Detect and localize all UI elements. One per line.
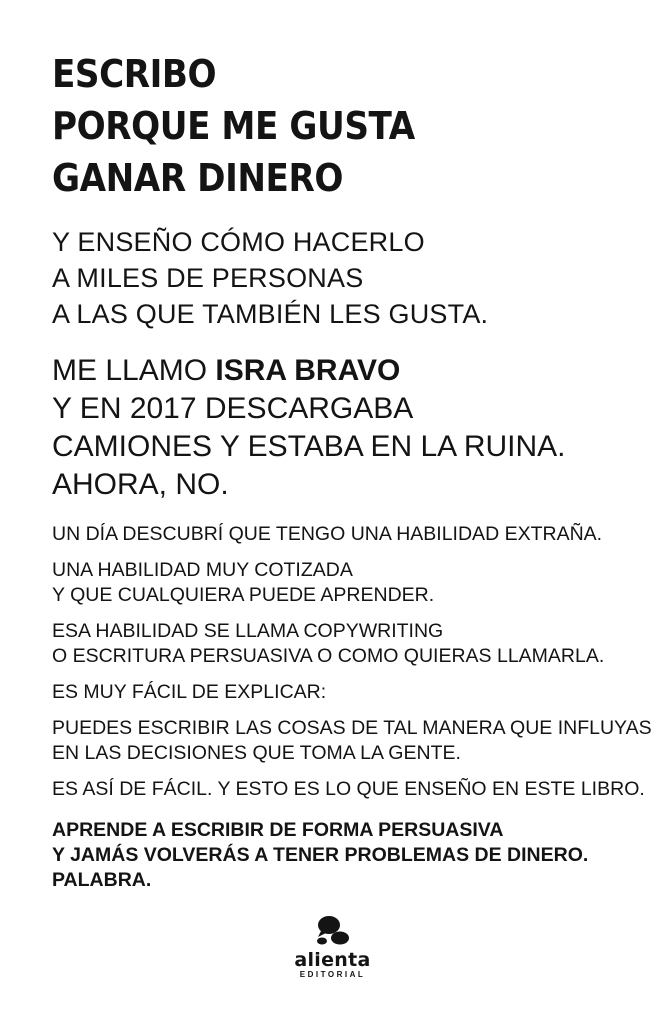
paragraph [52, 558, 635, 608]
publisher-subtitle: EDITORIAL [299, 970, 366, 979]
paragraph [52, 716, 652, 766]
intro-line: CAMIONES Y ESTABA EN LA RUINA. [52, 430, 566, 463]
publisher-logo [0, 912, 665, 980]
headline-line: GANAR DINERO [52, 156, 343, 200]
headline-line: ESCRIBO [52, 52, 217, 96]
publisher-name: alienta [294, 949, 371, 971]
paragraph-line: ES MUY FÁCIL DE EXPLICAR: [52, 681, 327, 703]
lede-line: A MILES DE PERSONAS [52, 263, 364, 293]
paragraph [52, 777, 645, 802]
intro-line [52, 352, 635, 390]
closing-line: APRENDE A ESCRIBIR DE FORMA PERSUASIVA [52, 819, 504, 841]
speech-bubbles-logo-icon [311, 912, 355, 948]
lede [52, 224, 635, 332]
headline-line: PORQUE ME GUSTA [52, 104, 415, 148]
body-copy [52, 522, 652, 802]
closing-line: Y JAMÁS VOLVERÁS A TENER PROBLEMAS DE DINERO. [52, 844, 589, 866]
paragraph [52, 619, 635, 669]
back-cover [52, 48, 652, 893]
headline [52, 48, 577, 204]
paragraph [52, 522, 635, 547]
closing-line: PALABRA. [52, 869, 152, 891]
paragraph-line: UNA HABILIDAD MUY COTIZADA [52, 559, 353, 581]
paragraph-line: PUEDES ESCRIBIR LAS COSAS DE TAL MANERA QUE INFLUYAS [52, 717, 652, 739]
paragraph-line: ESA HABILIDAD SE LLAMA COPYWRITING [52, 620, 444, 642]
paragraph [52, 680, 635, 705]
lede-line: A LAS QUE TAMBIÉN LES GUSTA. [52, 299, 489, 329]
paragraph-line: UN DÍA DESCUBRÍ QUE TENGO UNA HABILIDAD EXTRAÑA. [52, 523, 603, 545]
intro-line: AHORA, NO. [52, 468, 229, 501]
paragraph-line: Y QUE CUALQUIERA PUEDE APRENDER. [52, 584, 435, 606]
intro-line: Y EN 2017 DESCARGABA [52, 392, 414, 425]
lede-line: Y ENSEÑO CÓMO HACERLO [52, 227, 425, 257]
closing-statement [52, 818, 635, 893]
paragraph-line: EN LAS DECISIONES QUE TOMA LA GENTE. [52, 742, 461, 764]
paragraph-line: ES ASÍ DE FÁCIL. Y ESTO ES LO QUE ENSEÑO EN ESTE LIBRO. [52, 778, 645, 800]
author-name: ISRA BRAVO [215, 354, 401, 387]
intro-prefix: ME LLAMO [52, 354, 216, 387]
author-intro [52, 352, 635, 504]
paragraph-line: O ESCRITURA PERSUASIVA O COMO QUIERAS LLAMARLA. [52, 645, 605, 667]
